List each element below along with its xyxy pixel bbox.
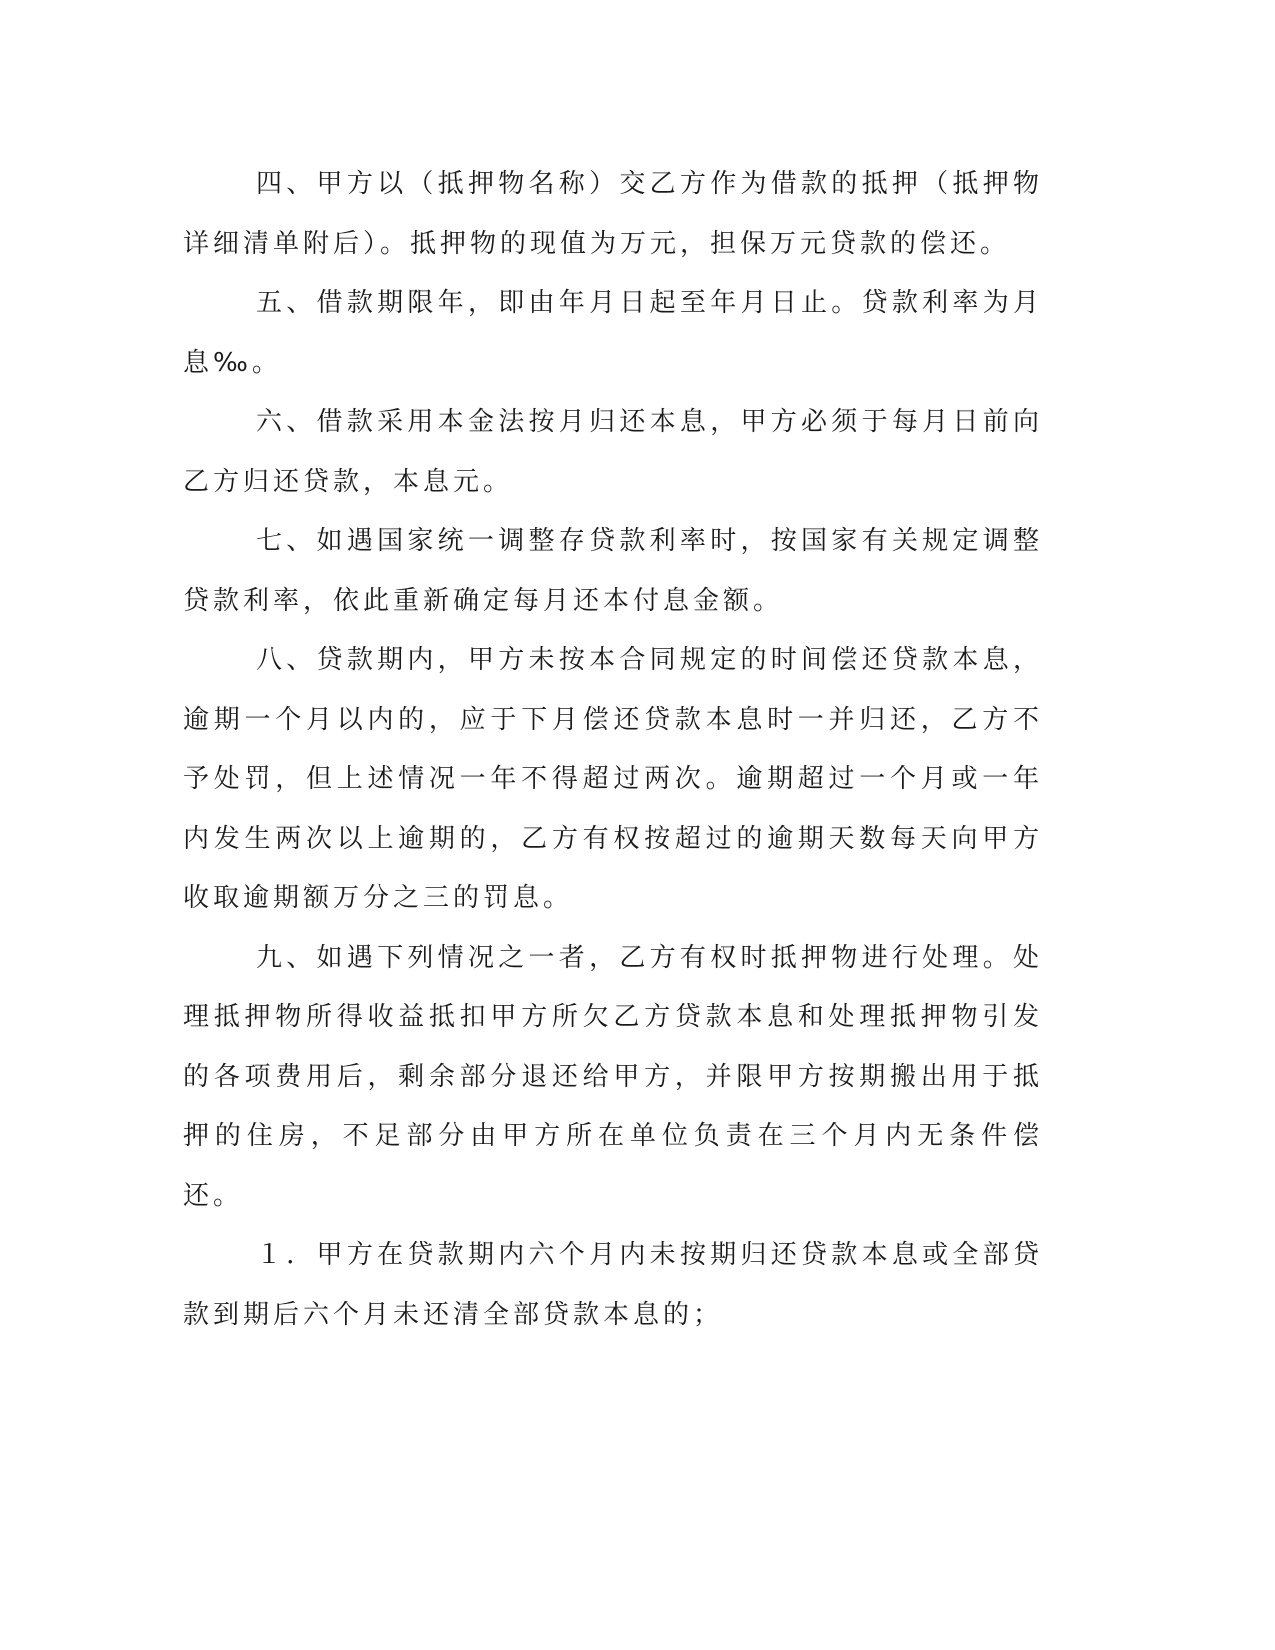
clause-9-paragraph: 九、如遇下列情况之一者，乙方有权时抵押物进行处理。处理抵押物所得收益抵扣甲方所欠乙方贷款本息和处理抵押物引发的各项费用后，剩余部分退还给甲方，并限甲方按期搬出用于抵押的住房，不足部分由甲方所在单位负责在三个月内无条件偿还。 (183, 942, 1043, 1211)
clause-7-paragraph: 七、如遇国家统一调整存贷款利率时，按国家有关规定调整贷款利率，依此重新确定每月还本付息金额。 (183, 526, 1043, 616)
clause-5-paragraph: 五、借款期限年，即由年月日起至年月日止。贷款利率为月息‰。 (183, 288, 1043, 378)
document-body (183, 155, 1043, 1345)
clause-4-paragraph: 四、甲方以（抵押物名称）交乙方作为借款的抵押（抵押物详细清单附后）。抵押物的现值为万元，担保万元贷款的偿还。 (183, 169, 1043, 259)
clause-6-paragraph: 六、借款采用本金法按月归还本息，甲方必须于每月日前向乙方归还贷款，本息元。 (183, 407, 1043, 497)
clause-8-paragraph: 八、贷款期内，甲方未按本合同规定的时间偿还贷款本息，逾期一个月以内的，应于下月偿还贷款本息时一并归还，乙方不予处罚，但上述情况一年不得超过两次。逾期超过一个月或一年内发生两次以上逾期的，乙方有权按超过的逾期天数每天向甲方收取逾期额万分之三的罚息。 (183, 645, 1043, 913)
clause-9-item-1-paragraph: １．甲方在贷款期内六个月内未按期归还贷款本息或全部贷款到期后六个月未还清全部贷款本息的； (183, 1240, 1043, 1330)
